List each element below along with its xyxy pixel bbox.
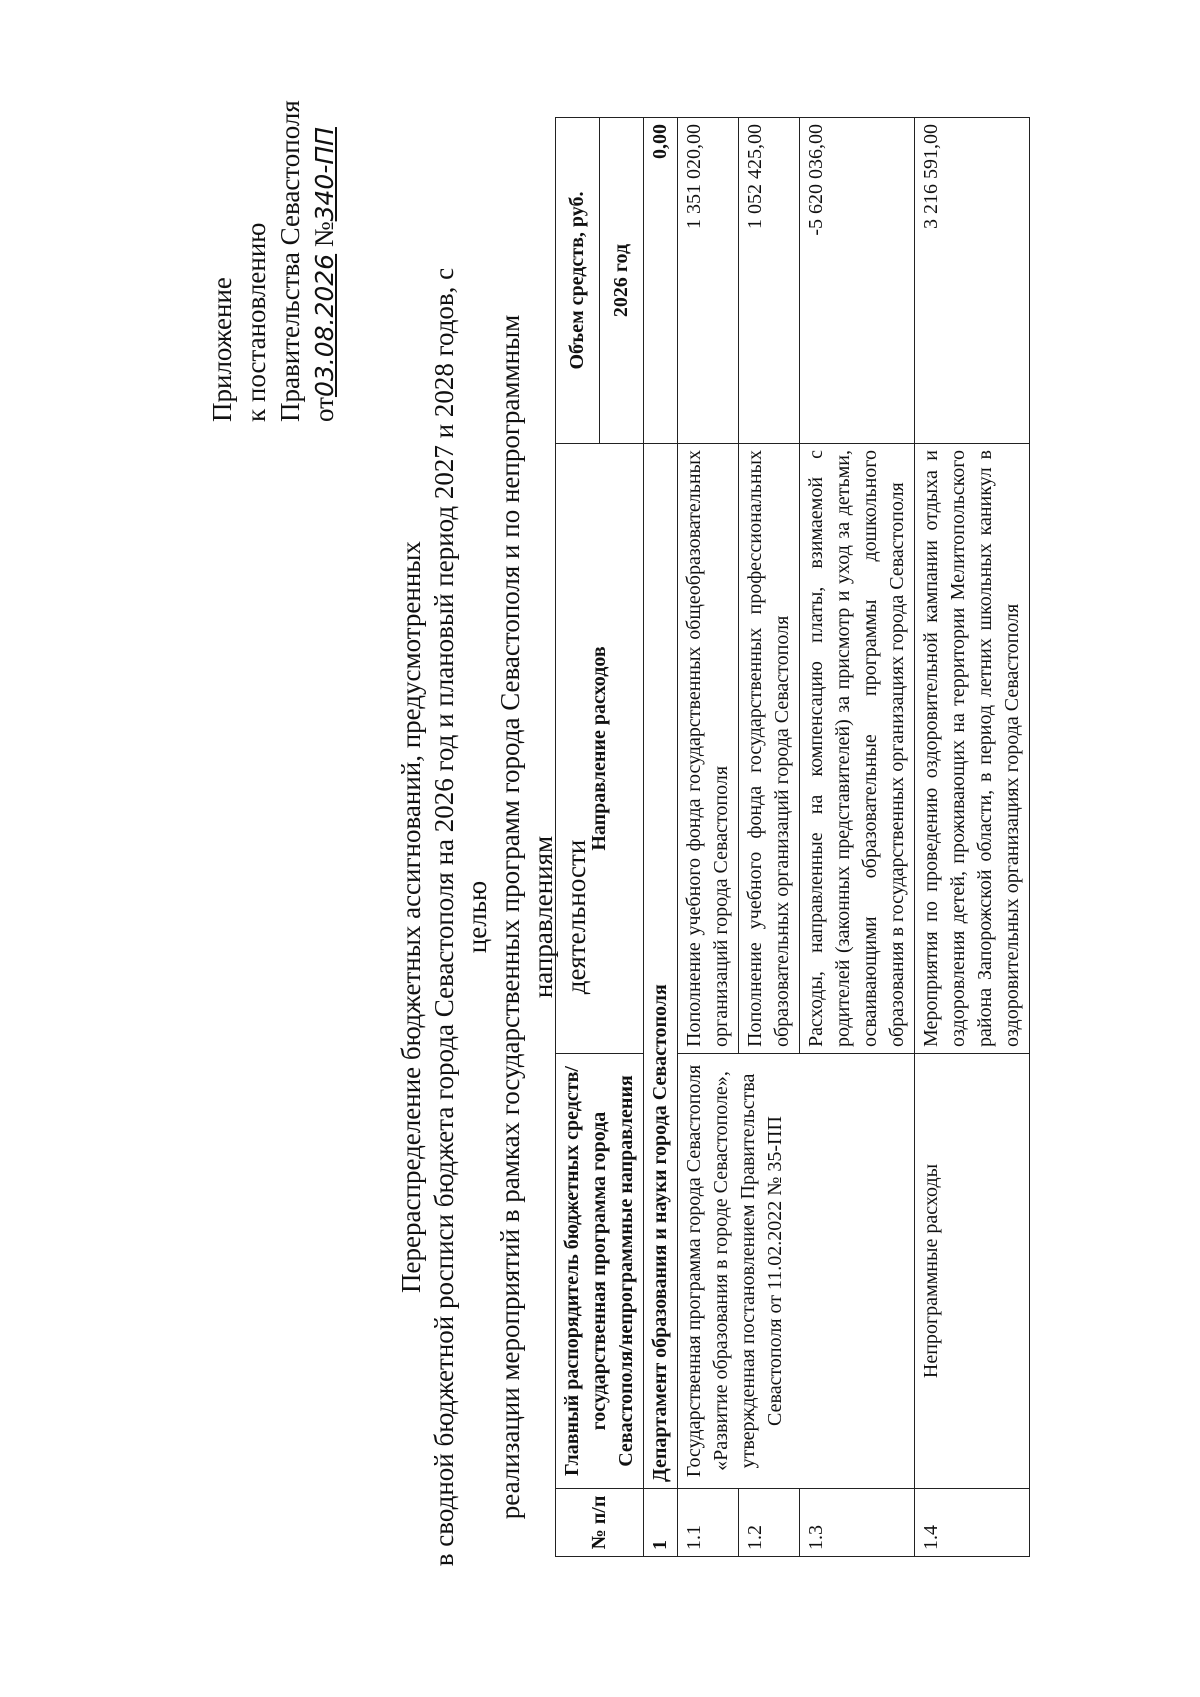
approval-block — [205, 100, 342, 422]
table-row — [915, 118, 1030, 1557]
approval-from-label: от — [309, 397, 339, 422]
header-year: 2026 год — [600, 118, 644, 444]
approval-line-1: Приложение — [207, 277, 237, 422]
program-name: Непрограммные расходы — [915, 1054, 1030, 1489]
row-amount: 3 216 591,00 — [915, 118, 1030, 444]
row-direction: Пополнение учебного фонда государственных общеобразовательных организаций города Севастополя — [678, 444, 739, 1054]
row-direction: Пополнение учебного фонда государственных профессиональных образовательных организаций города Севастополя — [739, 444, 800, 1054]
approval-date: 03.08.2026 — [310, 253, 339, 398]
title-line-4: деятельности — [561, 839, 591, 995]
row-direction: Расходы, направленные на компенсацию платы, взимаемой с родителей (законных представителей) за присмотр и уход за детьми, осваивающими образовательные программы дошкольного образования в государственных организациях города Севастополя — [800, 444, 915, 1054]
row-num: 1.3 — [800, 1489, 915, 1557]
row-amount: 0,00 — [644, 118, 678, 444]
approval-line-3: Правительства Севастополя — [275, 100, 305, 422]
title-line-1: Перераспределение бюджетных ассигнований, предусмотренных — [396, 541, 426, 1293]
row-amount: 1 052 425,00 — [739, 118, 800, 444]
row-amount: 1 351 020,00 — [678, 118, 739, 444]
row-num: 1.2 — [739, 1489, 800, 1557]
table-row-dept — [644, 118, 678, 1557]
header-direction: Направление расходов — [556, 444, 644, 1054]
approval-line-4 — [307, 100, 342, 422]
header-volume: Объем средств, руб. — [556, 118, 600, 444]
dept-name: Департамент образования и науки города Севастополя — [644, 444, 678, 1489]
row-amount: -5 620 036,00 — [800, 118, 915, 444]
row-num: 1.4 — [915, 1489, 1030, 1557]
approval-number: 340-ПП — [310, 127, 339, 222]
table-header-row — [556, 118, 600, 1557]
row-num: 1.1 — [678, 1489, 739, 1557]
row-num: 1 — [644, 1489, 678, 1557]
title-line-2: в сводной бюджетной росписи бюджета города Севастополя на 2026 год и плановый период 2027 и 2028 годов, с целью — [429, 267, 492, 1567]
table-row — [678, 118, 739, 1557]
title-line-3: реализации мероприятий в рамках государственных программ города Севастополя и по непрограммным направлениям — [495, 314, 558, 1520]
program-name: Государственная программа города Севастополя «Развитие образования в городе Севастополе», утвержденная постановлением Правительства Севастополя от 11.02.2022 № 35-ПП — [678, 1054, 915, 1489]
reallocation-table — [555, 117, 1030, 1557]
approval-line-2: к постановлению — [241, 222, 271, 422]
row-direction: Мероприятия по проведению оздоровительной кампании отдыха и оздоровления детей, проживающих на территории Мелитопольского района Запорожской области, в период летних школьных каникул в оздоровительных организациях города Севастополя — [915, 444, 1030, 1054]
header-num: № п/п — [556, 1489, 644, 1557]
header-manager: Главный распорядитель бюджетных средств/государственная программа города Севастополя/непрограммные направления — [556, 1054, 644, 1489]
approval-number-sign: № — [309, 221, 339, 248]
